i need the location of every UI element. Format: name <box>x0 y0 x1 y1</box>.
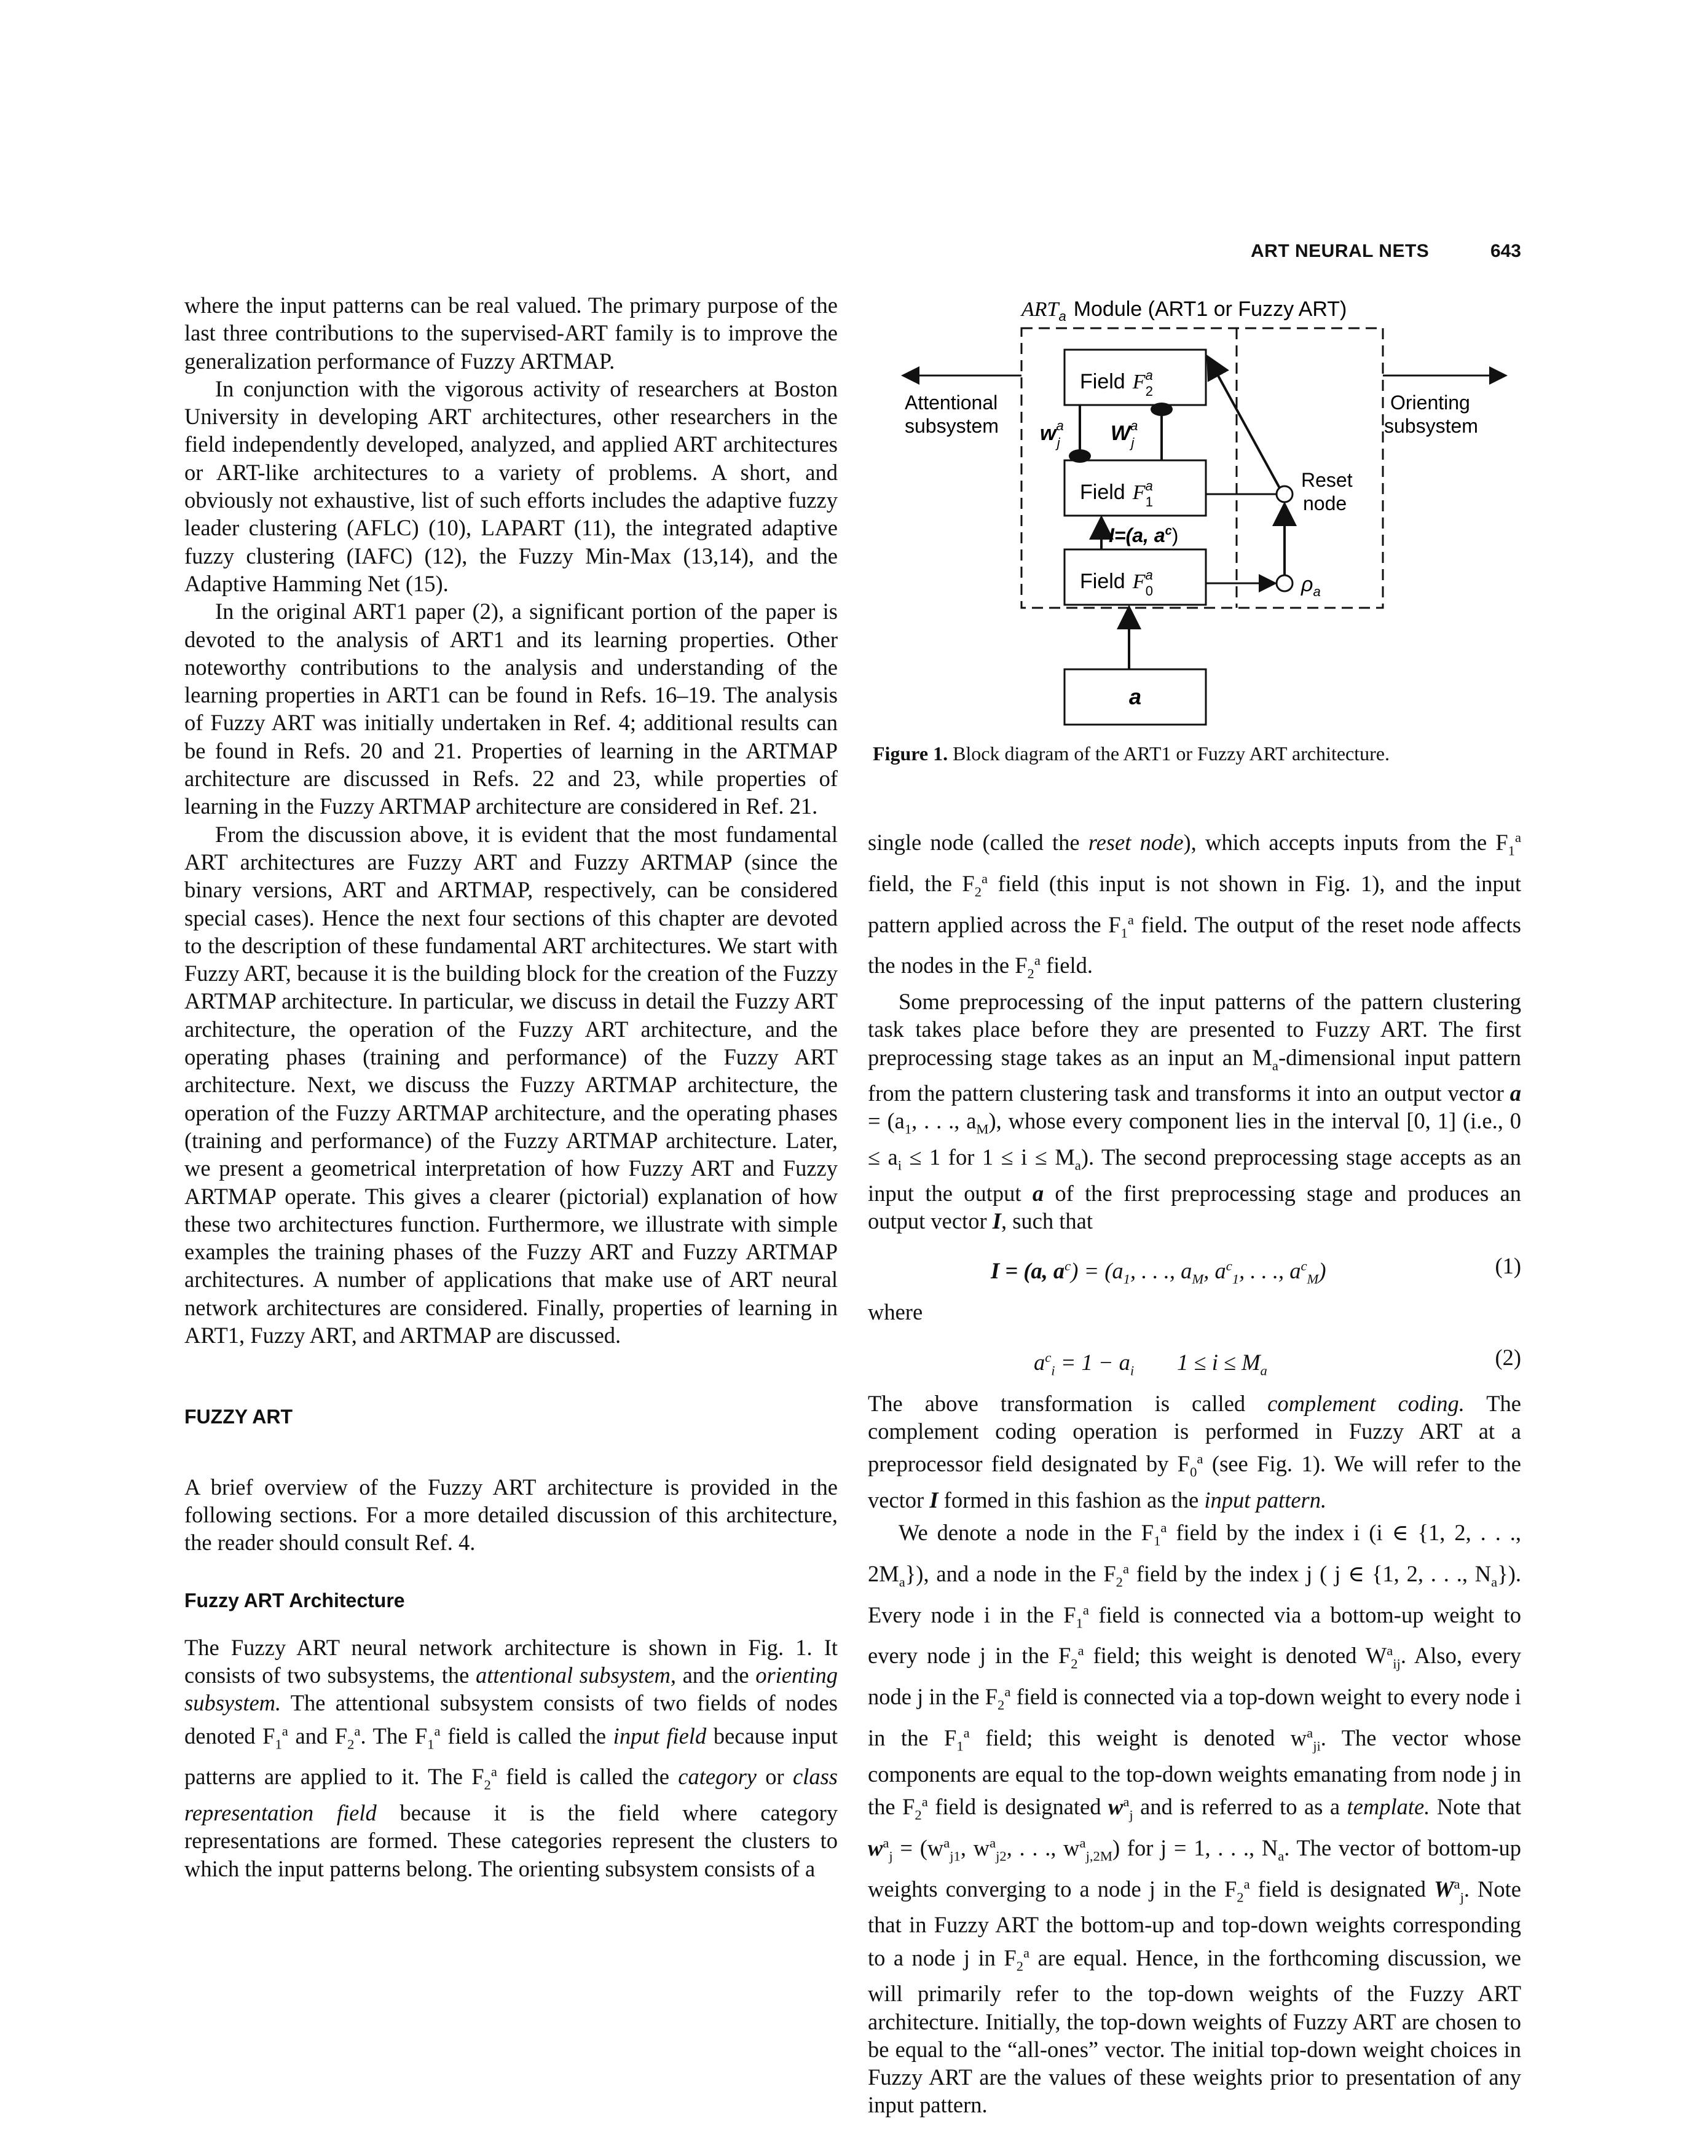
attentional-label-1: Attentional <box>905 391 998 414</box>
paragraph: The above transformation is called complement coding. The complement coding operation is performed in Fuzzy ART at a preprocessor field designated by $F_0^a$ (see Fig. 1). We will refer to the vector I formed in this fashion as the input pattern. <box>868 1390 1521 1513</box>
vigilance-label: $\rho_a$ <box>1301 573 1321 599</box>
input-a-label: a <box>1129 684 1142 709</box>
reset-to-f2-arrow <box>1209 359 1280 488</box>
paragraph: single node (called the reset node), which accepts inputs from the $F_1^a$ field, the $F_2^a$ field (this input is not shown in Fig. 1), and the input pattern applied across the $F_1^a$ field. The output of the reset node affects the nodes in the $F_2^a$ field. <box>868 830 1521 982</box>
attentional-label-2: subsystem <box>905 415 999 437</box>
running-header <box>1251 241 1521 268</box>
field-f2-label: Field $F^a$ 2 <box>1080 368 1153 399</box>
right-column <box>868 824 1521 2119</box>
paragraph: A brief overview of the Fuzzy ART architecture is provided in the following sections. For a more detailed discussion of this architecture, the reader should consult Ref. 4. <box>184 1474 838 1556</box>
field-f1-label: Field $F^a$ 1 <box>1080 478 1153 509</box>
equation-1-number: (1) <box>1495 1253 1521 1279</box>
orienting-label-1: Orienting <box>1390 391 1470 414</box>
left-column <box>184 291 838 1883</box>
where-text: where <box>868 1299 923 1325</box>
equation-2-number: (2) <box>1495 1344 1521 1370</box>
orienting-label-2: subsystem <box>1384 415 1478 437</box>
figure-block-diagram <box>868 291 1521 783</box>
paragraph: From the discussion above, it is evident that the most fundamental ART architectures are Fuzzy ART and Fuzzy ARTMAP (since the binary versions, ART and ARTMAP, respectively, can be considered special cases). Hence the next four sections of this chapter are devoted to the description of these fundamental ART architectures. We start with Fuzzy ART, because it is the building block for the creation of the Fuzzy ARTMAP architecture. In particular, we discuss in detail the Fuzzy ART architecture, the operation of the Fuzzy ART architecture, and the operating phases (training and performance) of the Fuzzy ART architecture. Next, we discuss the Fuzzy ARTMAP architecture, the operation of the Fuzzy ARTMAP architecture, and the operating phases (training and performance) of the Fuzzy ARTMAP architecture. Later, we present a geometrical interpretation of how Fuzzy ART and Fuzzy ARTMAP operate. This gives a clearer (pictorial) explanation of how these two architectures function. Furthermore, we illustrate with simple examples the training phases of the Fuzzy ART and Fuzzy ARTMAP architectures. A number of applications that make use of ART neural network architectures are considered. Finally, properties of learning in ART1, Fuzzy ART, and ARTMAP are discussed. <box>184 821 838 1348</box>
paragraph: Some preprocessing of the input patterns of the pattern clustering task takes place before they are presented to Fuzzy ART. The first preprocessing stage takes as an input an $M_a$-dimensional input pattern from the pattern clustering task and transforms it into an output vector $a = (a_1$, . . ., $a_M$), whose every component lies in the interval [0, 1] (i.e., $0 \le a_i \le 1$ for $1 \le i \le M_a$). The second preprocessing stage accepts as an input the output a of the first preprocessing stage and produces an output vector I, such that <box>868 989 1521 1233</box>
reset-label-1: Reset <box>1301 469 1353 491</box>
field-f0-label: Field $F^a$ 0 <box>1080 567 1153 599</box>
section-heading: FUZZY ART <box>184 1406 293 1428</box>
reset-label-2: node <box>1303 492 1347 514</box>
equation-1 <box>868 1252 1521 1287</box>
module-title: $ART_a$ Module (ART1 or Fuzzy ART) <box>1021 297 1347 324</box>
top-down-weight-node <box>1069 449 1091 463</box>
bottom-up-weight-node <box>1151 403 1173 416</box>
bottom-up-weight-label: $W^a$ j <box>1111 418 1138 450</box>
equation-1-body: I = (a, $a^c) = (a_1$, . . ., $a_M$, $a^c_1$, . . ., $a^c_M$) <box>991 1258 1326 1287</box>
running-title: ART NEURAL NETS <box>1251 241 1430 261</box>
figure-caption: Figure 1. Block diagram of the ART1 or Fuzzy ART architecture. <box>873 742 1390 765</box>
reset-node <box>1277 486 1293 502</box>
paragraph: In the original ART1 paper (2), a significant portion of the paper is devoted to the analysis of ART1 and its learning properties. Other noteworthy contributions to the analysis and understanding of the learning properties in ART1 can be found in Refs. 16–19. The analysis of Fuzzy ART was initially undertaken in Ref. 4; additional results can be found in Refs. 20 and 21. Properties of learning in the ARTMAP architecture are discussed in Refs. 22 and 23, while properties of learning in the Fuzzy ARTMAP architecture are considered in Ref. 21. <box>184 599 838 819</box>
equation-2 <box>868 1344 1521 1379</box>
subsection-heading: Fuzzy ART Architecture <box>184 1589 405 1612</box>
paragraph: The Fuzzy ART neural network architecture is shown in Fig. 1. It consists of two subsystems, the attentional subsystem, and the orienting subsystem. The attentional subsystem consists of two fields of nodes denoted $F_1^a$ and $F_2^a$. The $F_1^a$ field is called the input field because input patterns are applied to it. The $F_2^a$ field is called the category or class representation field because it is the field where category representations are formed. These categories represent the clusters to which the input patterns belong. The orienting subsystem consists of a <box>184 1634 838 1881</box>
paragraph: where the input patterns can be real valued. The primary purpose of the last three contributions to the supervised-ART family is to improve the generalization performance of Fuzzy ARTMAP. <box>184 293 838 374</box>
page-number: 643 <box>1490 241 1521 261</box>
paragraph: We denote a node in the $F_1^a$ field by the index i (i ∈ {1, 2, . . ., $2M_a$}), and a node in the $F_2^a$ field by the index j ( j ∈ {1, 2, . . ., $N_a$}). Every node i in the $F_1^a$ field is connected via a bottom-up weight to every node j in the $F_2^a$ field; this weight is denoted $W^a_{ij}$. Also, every node j in the $F_2^a$ field is connected via a top-down weight to every node i in the $F_1^a$ field; this weight is denoted $w^a_{ji}$. The vector whose components are equal to the top-down weights emanating from node j in the $F_2^a$ field is designated $w^a_j$ and is referred to as a template. Note that $w^a_j = (w^a_{j1}$, $w^a_{j2}$, . . ., $w^a_{j,2M}$) for j = 1, . . ., $N_a$. The vector of bottom-up weights converging to a node j in the $F_2^a$ field is designated $W^a_j$. Note that in Fuzzy ART the bottom-up and top-down weights corresponding to a node j in $F_2^a$ are equal. Hence, in the forthcoming discussion, we will primarily refer to the top-down weights of the Fuzzy ART architecture. Initially, the top-down weights of Fuzzy ART are chosen to be equal to the “all-ones” vector. The initial top-down weight choices in Fuzzy ART are the values of these weights prior to presentation of any input pattern. <box>868 1520 1522 2118</box>
paragraph: In conjunction with the vigorous activity of researchers at Boston University in developing ART architectures, other researchers in the field independently developed, analyzed, and applied ART architectures or ART-like architectures to a variety of problems. A short, and obviously not exhaustive, list of such efforts includes the adaptive fuzzy leader clustering (AFLC) (10), LAPART (11), the integrated adaptive fuzzy clustering (IAFC) (12), the Fuzzy Min-Max (13,14), and the Adaptive Hamming Net (15). <box>184 376 838 596</box>
art-block-diagram <box>868 291 1521 734</box>
equation-2-body: $a^c_i = 1 - a_i$ $1 \le i \le M_a$ <box>1034 1349 1267 1379</box>
vigilance-node <box>1277 575 1293 591</box>
top-down-weight-label: $w^a$ j <box>1040 418 1064 450</box>
input-pattern-label: I=(a, $a^c$) <box>1109 524 1179 546</box>
